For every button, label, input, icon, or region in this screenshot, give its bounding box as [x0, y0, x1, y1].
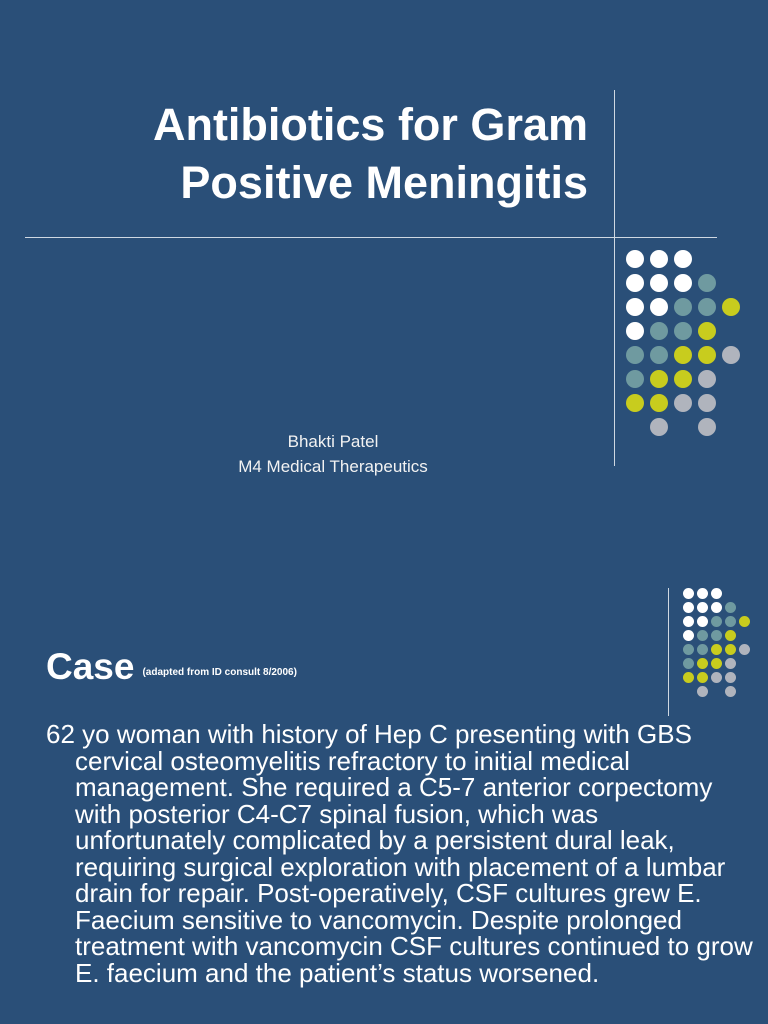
decorative-dot	[725, 686, 736, 697]
decorative-dot	[650, 418, 668, 436]
decorative-dot	[674, 322, 692, 340]
decorative-dot	[697, 588, 708, 599]
decorative-dot	[697, 672, 708, 683]
decorative-dot	[650, 322, 668, 340]
decorative-dot	[711, 658, 722, 669]
program-name: M4 Medical Therapeutics	[238, 457, 428, 476]
decorative-dot	[711, 588, 722, 599]
decorative-dot	[698, 370, 716, 388]
decorative-dot	[698, 394, 716, 412]
author-name: Bhakti Patel	[287, 432, 379, 451]
decorative-dot	[674, 250, 692, 268]
decorative-dot	[650, 250, 668, 268]
decorative-dot	[739, 644, 750, 655]
decorative-dot	[683, 630, 694, 641]
case-heading	[46, 646, 297, 688]
case-slide	[0, 576, 768, 1024]
decorative-dot	[711, 616, 722, 627]
decorative-dot	[722, 346, 740, 364]
decorative-dot	[683, 602, 694, 613]
decorative-dot	[711, 672, 722, 683]
decorative-dot	[711, 602, 722, 613]
decorative-dot-grid	[626, 250, 746, 440]
decorative-dot	[698, 322, 716, 340]
decorative-dot	[626, 322, 644, 340]
decorative-dot	[722, 298, 740, 316]
decorative-dot	[683, 588, 694, 599]
decorative-dot	[698, 298, 716, 316]
decorative-dot	[725, 644, 736, 655]
decorative-dot	[697, 686, 708, 697]
decorative-dot	[683, 672, 694, 683]
decorative-dot	[674, 370, 692, 388]
decorative-dot	[650, 370, 668, 388]
case-source-note: (adapted from ID consult 8/2006)	[142, 667, 297, 678]
decorative-dot	[739, 616, 750, 627]
decorative-dot	[626, 346, 644, 364]
decorative-dot	[674, 298, 692, 316]
decorative-dot	[650, 298, 668, 316]
decorative-dot	[683, 644, 694, 655]
decorative-dot	[697, 658, 708, 669]
decorative-dot-grid-small	[683, 588, 753, 698]
decorative-dot	[698, 274, 716, 292]
decorative-dot	[725, 630, 736, 641]
decorative-dot	[697, 616, 708, 627]
decorative-dot	[725, 602, 736, 613]
decorative-dot	[683, 616, 694, 627]
slide-subtitle	[200, 429, 466, 479]
decorative-dot	[698, 418, 716, 436]
decorative-dot	[725, 616, 736, 627]
slide-title: Antibiotics for Gram Positive Meningitis	[152, 99, 588, 208]
decorative-dot	[697, 630, 708, 641]
decorative-dot	[697, 644, 708, 655]
decorative-dot	[626, 370, 644, 388]
decorative-dot	[626, 250, 644, 268]
decorative-dot	[698, 346, 716, 364]
decorative-dot	[650, 346, 668, 364]
decorative-dot	[626, 274, 644, 292]
decorative-dot	[725, 658, 736, 669]
decorative-dot	[650, 394, 668, 412]
decorative-dot	[711, 630, 722, 641]
decorative-dot	[626, 394, 644, 412]
decorative-dot	[697, 602, 708, 613]
decorative-dot	[674, 274, 692, 292]
decorative-dot	[626, 298, 644, 316]
decorative-dot	[725, 672, 736, 683]
decorative-dot	[674, 394, 692, 412]
case-title: Case	[46, 646, 135, 687]
vertical-divider	[614, 90, 615, 466]
decorative-dot	[674, 346, 692, 364]
decorative-dot	[683, 658, 694, 669]
decorative-dot	[711, 644, 722, 655]
vertical-divider	[668, 588, 669, 716]
case-description: 62 yo woman with history of Hep C presenting with GBS cervical osteomyelitis refractory to initial medical management. She required a C5-7 anterior corpectomy with posterior C4-C7 spinal fusion, which was unfortunately complicated by a persistent dural leak, requiring surgical exploration with placement of a lumbar drain for repair. Post-operatively, CSF cultures grew E. Faecium sensitive to vancomycin. Despite prolonged treatment with vancomycin CSF cultures continued to grow E. faecium and the patient’s status worsened.	[46, 719, 753, 988]
decorative-dot	[650, 274, 668, 292]
